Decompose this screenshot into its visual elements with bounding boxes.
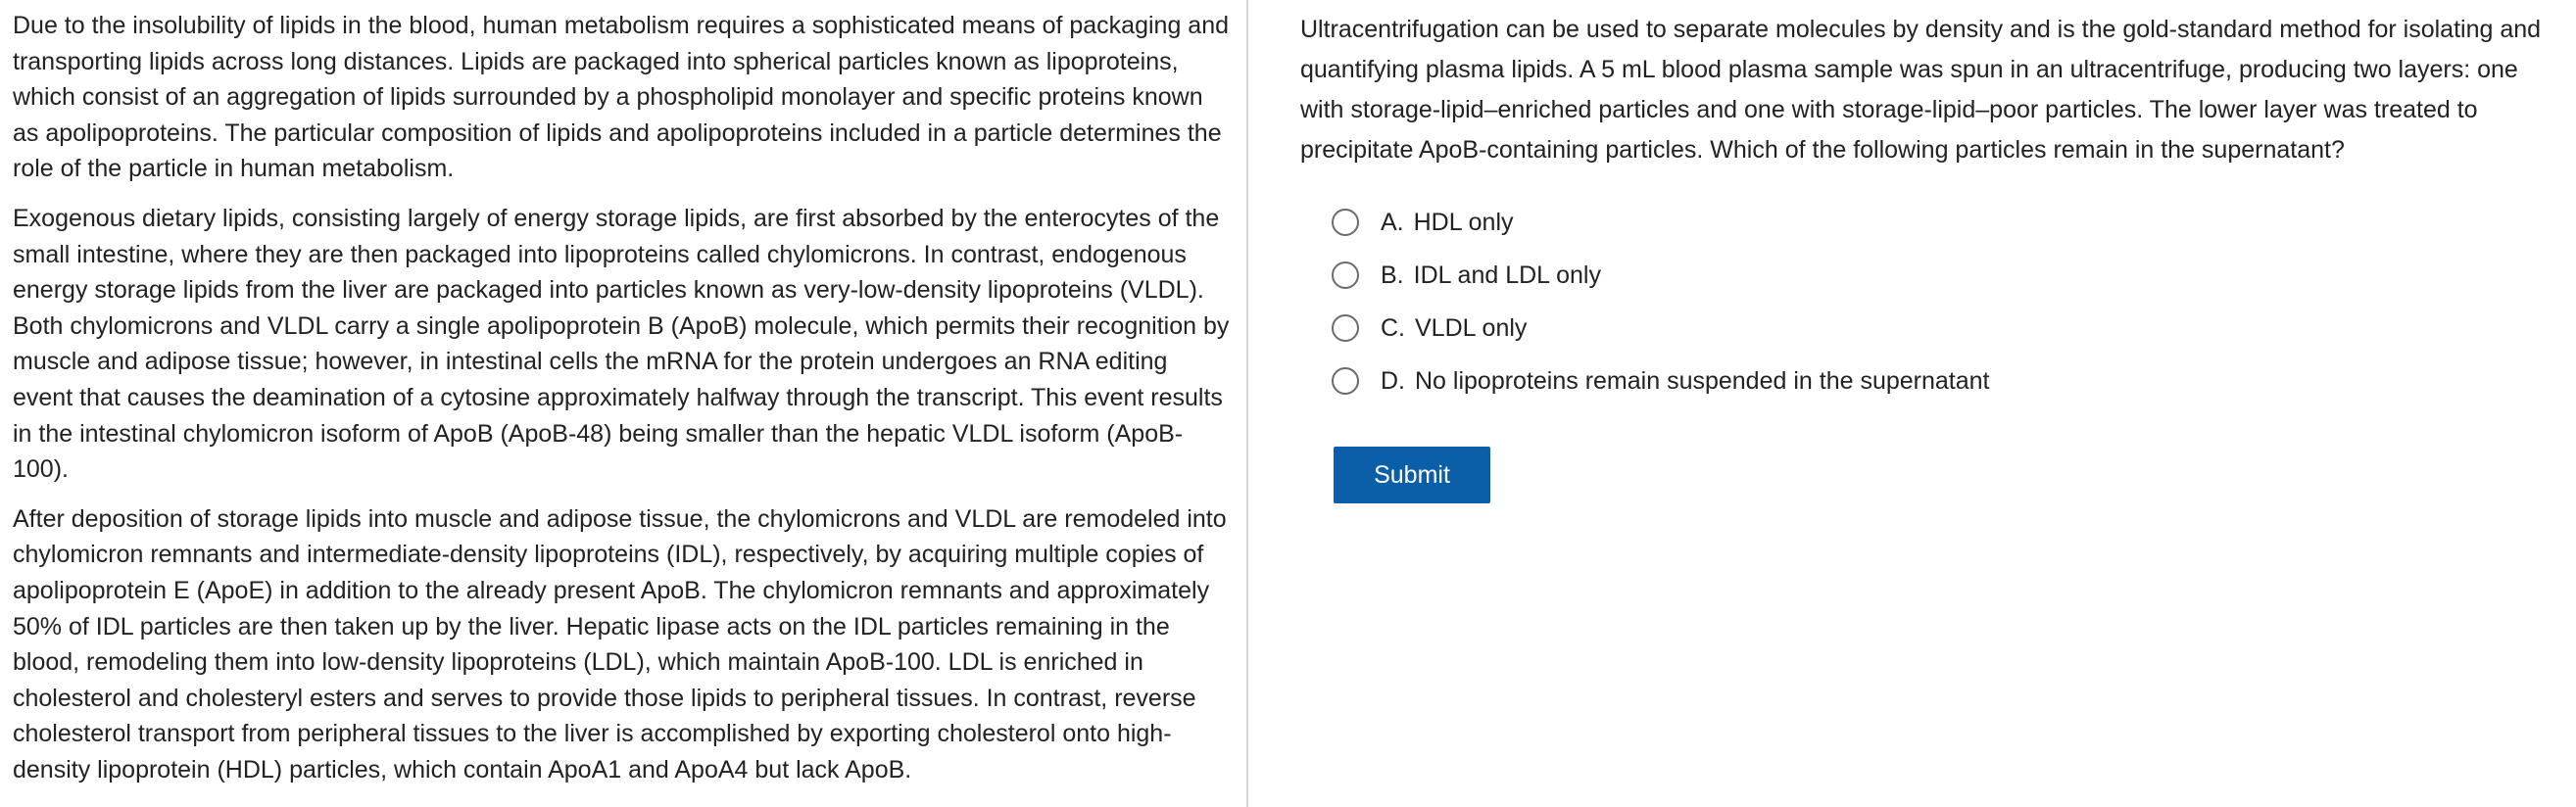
radio-button-a[interactable] (1332, 209, 1359, 236)
submit-button[interactable]: Submit (1334, 447, 1490, 503)
choice-b[interactable] (1332, 249, 2576, 302)
radio-button-d[interactable] (1332, 367, 1359, 395)
passage-pane (0, 0, 1248, 807)
choice-letter-d: D. (1381, 366, 1405, 395)
question-stem: Ultracentrifugation can be used to separate molecules by density and is the gold-standard method for isolating and quantifying plasma lipids. A 5 mL blood plasma sample was spun in an ultracentrifuge, producing two layers: one with storage-lipid–enriched particles and one with storage-lipid–poor particles. The lower layer was treated to precipitate ApoB-containing particles. Which of the following particles remain in the supernatant? (1300, 16, 2542, 164)
question-pane (1248, 0, 2576, 807)
passage-paragraph-1: Due to the insolubility of lipids in the blood, human metabolism requires a sophisticated means of packaging and transporting lipids across long distances. Lipids are packaged into spherical particles known as lipoproteins, which consist of an aggregation of lipids surrounded by a phospholipid monolayer and specific proteins known as apolipoproteins. The particular composition of lipids and apolipoproteins included in a particle determines the role of the particle in human metabolism. (13, 12, 1230, 183)
answer-choices (1332, 196, 2576, 407)
choice-c[interactable] (1332, 302, 2576, 355)
choice-d[interactable] (1332, 355, 2576, 407)
passage-paragraph-2: Exogenous dietary lipids, consisting largely of energy storage lipids, are first absorbed by the enterocytes of the small intestine, where they are then packaged into lipoproteins called chylomicrons. In contrast, endogenous energy storage lipids from the liver are packaged into particles known as very-low-density lipoproteins (VLDL). Both chylomicrons and VLDL carry a single apolipoprotein B (ApoB) molecule, which permits their recognition by muscle and adipose tissue; however, in intestinal cells the mRNA for the protein undergoes an RNA editing event that causes the deamination of a cytosine approximately halfway through the transcript. This event results in the intestinal chylomicron isoform of ApoB (ApoB-48) being smaller than the hepatic VLDL isoform (ApoB-100). (13, 204, 1230, 484)
choice-letter-a: A. (1381, 208, 1404, 236)
radio-button-c[interactable] (1332, 314, 1359, 342)
choice-text-b: IDL and LDL only (1413, 261, 1601, 289)
choice-letter-c: C. (1381, 313, 1405, 342)
choice-a[interactable] (1332, 196, 2576, 249)
choice-text-a: HDL only (1413, 208, 1514, 236)
choice-text-c: VLDL only (1415, 313, 1528, 342)
passage-paragraph-3: After deposition of storage lipids into muscle and adipose tissue, the chylomicrons and VLDL are remodeled into chylomicron remnants and intermediate-density lipoproteins (IDL), respectively, by acquiring multiple copies of apolipoprotein E (ApoE) in addition to the already present ApoB. The chylomicron remnants and approximately 50% of IDL particles are then taken up by the liver. Hepatic lipase acts on the IDL particles remaining in the blood, remodeling them into low-density lipoproteins (LDL), which maintain ApoB-100. LDL is enriched in cholesterol and cholesteryl esters and serves to provide those lipids to peripheral tissues. In contrast, reverse cholesterol transport from peripheral tissues to the liver is accomplished by exporting cholesterol onto high-density lipoprotein (HDL) particles, which contain ApoA1 and ApoA4 but lack ApoB. (13, 504, 1227, 783)
radio-button-b[interactable] (1332, 261, 1359, 289)
choice-letter-b: B. (1381, 261, 1404, 289)
choice-text-d: No lipoproteins remain suspended in the supernatant (1415, 366, 1990, 395)
